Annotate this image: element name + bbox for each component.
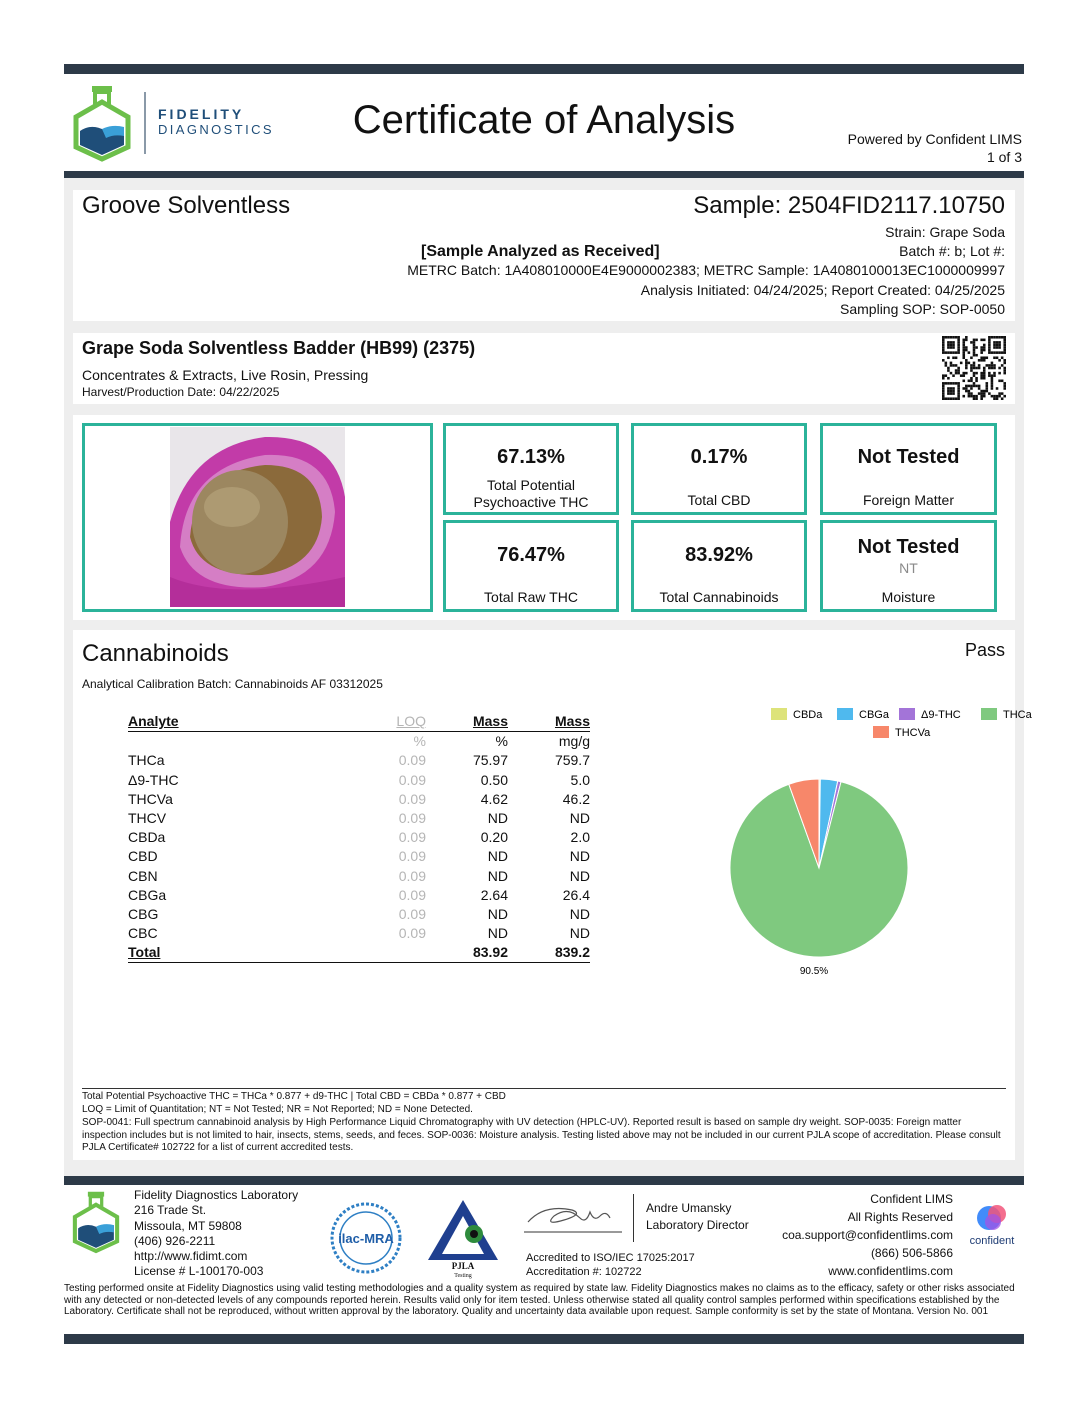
unit-mass-mg: mg/g xyxy=(558,733,590,750)
summary-value: Not Tested xyxy=(857,536,960,558)
summary-value: 0.17% xyxy=(690,446,748,468)
fidelity-logo xyxy=(70,84,134,160)
sampling-sop: Sampling SOP: SOP-0050 xyxy=(840,301,1005,317)
units-row xyxy=(128,732,590,752)
table-row xyxy=(128,924,590,943)
sample-photo xyxy=(170,427,345,607)
lab-phone: (406) 926-2211 xyxy=(134,1233,216,1248)
legend-swatch xyxy=(981,708,997,720)
cell-mass-pct: 75.97 xyxy=(472,752,508,769)
footer-logo xyxy=(70,1190,122,1252)
cell-mass-mg: 2.0 xyxy=(570,829,590,846)
analyzed-as: [Sample Analyzed as Received] xyxy=(421,243,660,260)
lab-street: 216 Trade St. xyxy=(134,1203,207,1218)
cell-total-mg: 839.2 xyxy=(554,944,590,961)
cell-analyte: CBDa xyxy=(128,829,166,846)
table-row xyxy=(128,828,590,847)
summary-label: Moisture xyxy=(881,589,936,605)
summary-label: Total Raw THC xyxy=(484,589,578,605)
cell-analyte: CBN xyxy=(128,867,158,884)
cell-loq: 0.09 xyxy=(398,752,426,769)
confident-logo xyxy=(962,1202,1022,1250)
summary-card-total-thc xyxy=(443,423,619,515)
cell-loq: 0.09 xyxy=(398,905,426,922)
powered-by: Powered by Confident LIMS xyxy=(847,131,1022,147)
cell-total-pct: 83.92 xyxy=(472,944,508,961)
cell-analyte: CBC xyxy=(128,925,158,942)
summary-value: Not Tested xyxy=(857,446,960,468)
notes-rule xyxy=(82,1088,1006,1089)
col-analyte: Analyte xyxy=(128,713,179,730)
cannabinoids-panel xyxy=(73,630,1032,1160)
unit-loq: % xyxy=(413,733,426,750)
legend-swatch xyxy=(771,708,787,720)
cell-analyte: THCV xyxy=(128,810,167,827)
cell-analyte: CBG xyxy=(128,905,159,922)
legend-swatch xyxy=(837,708,853,720)
confident-logo-icon xyxy=(975,1202,1009,1232)
accreditation-number: Accreditation #: 102722 xyxy=(526,1266,642,1278)
table-row xyxy=(128,905,590,924)
cell-loq: 0.09 xyxy=(398,771,426,788)
lab-address xyxy=(134,1188,298,1280)
pie-data-label: 90.5% xyxy=(799,966,829,977)
signer-title: Laboratory Director xyxy=(646,1218,749,1232)
col-mass-pct: Mass xyxy=(472,713,508,730)
signature xyxy=(524,1198,622,1234)
cell-analyte: CBD xyxy=(128,848,158,865)
summary-card-moisture xyxy=(820,520,997,612)
cell-mass-mg: ND xyxy=(569,848,590,865)
summary-value: 76.47% xyxy=(497,544,565,566)
unit-mass-pct: % xyxy=(495,733,508,750)
pass-status: Pass xyxy=(964,640,1005,660)
confident-email[interactable]: coa.support@confidentlims.com xyxy=(782,1228,953,1242)
summary-card-total-cannabinoids xyxy=(631,520,807,612)
logo-text-diagnostics: DIAGNOSTICS xyxy=(158,122,274,137)
table-row xyxy=(128,790,590,809)
signature-divider xyxy=(633,1194,634,1242)
summary-label: Total CBD xyxy=(687,492,751,508)
cell-analyte: Δ9-THC xyxy=(128,771,179,788)
confident-phone: (866) 506-5866 xyxy=(870,1246,953,1260)
cell-mass-pct: 4.62 xyxy=(480,790,508,807)
confident-logo-text: confident xyxy=(969,1235,1015,1247)
cell-loq: 0.09 xyxy=(398,790,426,807)
cell-mass-pct: 2.64 xyxy=(480,886,508,903)
legend-swatch xyxy=(873,726,889,738)
analysis-dates: Analysis Initiated: 04/24/2025; Report Created: 04/25/2025 xyxy=(640,282,1005,298)
harvest-date: Harvest/Production Date: 04/22/2025 xyxy=(82,385,280,399)
pjla-text: PJLA xyxy=(451,1261,475,1271)
ilac-text: ilac-MRA xyxy=(338,1231,394,1246)
batch-lot: Batch #: b; Lot #: xyxy=(899,243,1005,259)
cell-mass-mg: ND xyxy=(569,867,590,884)
product-name: Grape Soda Solventless Badder (HB99) (2375) xyxy=(82,338,476,358)
iso-accreditation: Accredited to ISO/IEC 17025:2017 xyxy=(526,1252,695,1264)
legend-label: CBDa xyxy=(793,709,823,721)
cell-mass-mg: 46.2 xyxy=(562,790,590,807)
col-mass-mg: Mass xyxy=(554,713,590,730)
cell-analyte: THCVa xyxy=(128,790,173,807)
flask-icon xyxy=(70,84,134,160)
summary-value: 83.92% xyxy=(685,544,753,566)
legend-swatch xyxy=(899,708,915,720)
legend-label: CBGa xyxy=(859,709,889,721)
summary-label: Total Cannabinoids xyxy=(659,589,779,605)
cell-loq: 0.09 xyxy=(398,925,426,942)
confident-website[interactable]: www.confidentlims.com xyxy=(828,1264,953,1278)
page-number: 1 of 3 xyxy=(986,149,1022,165)
sample-photo-frame xyxy=(82,423,433,612)
summary-sub: NT xyxy=(899,560,918,576)
lab-license: License # L-100170-003 xyxy=(134,1264,264,1279)
summary-label: Total Potential Psychoactive THC xyxy=(473,477,589,510)
lab-city: Missoula, MT 59808 xyxy=(134,1218,242,1233)
table-row xyxy=(128,847,590,866)
qr-code xyxy=(942,336,1006,400)
client-name: Groove Solventless xyxy=(82,192,291,219)
cell-loq: 0.09 xyxy=(398,829,426,846)
pjla-sub-text: Testing xyxy=(454,1273,472,1279)
legend-label: Δ9-THC xyxy=(921,709,961,721)
cell-mass-mg: 759.7 xyxy=(554,752,590,769)
table-row xyxy=(128,886,590,905)
cell-mass-pct: ND xyxy=(487,848,508,865)
legend-label: THCa xyxy=(1003,709,1032,721)
flask-icon xyxy=(70,1190,122,1252)
table-row xyxy=(128,771,590,790)
ilac-mra-logo xyxy=(328,1200,404,1276)
cell-mass-pct: ND xyxy=(487,905,508,922)
cannabinoid-table xyxy=(128,712,590,963)
table-row xyxy=(128,809,590,828)
table-header-row xyxy=(128,712,590,732)
summary-value: 67.13% xyxy=(497,446,565,468)
table-row xyxy=(128,751,590,770)
cell-total-label: Total xyxy=(128,944,161,961)
note-methods: SOP-0041: Full spectrum cannabinoid analysis by High Performance Liquid Chromatography with UV detection (HPLC-UV). Reported result is based on sample dry weight. SOP-0035: Foreign matter inspection includes but is not limited to hair, insects, stems, seeds, and feces. SOP-0036: Moisture analysis. Testing listed above may not be included in our current PJLA scope of accreditation. Please consult PJLA Certificate# 102722 for a list of current accredited tests. xyxy=(82,1117,1001,1153)
calibration-batch: Analytical Calibration Batch: Cannabinoids AF 03312025 xyxy=(82,677,383,691)
cell-mass-mg: 26.4 xyxy=(562,886,590,903)
cell-mass-pct: 0.20 xyxy=(480,829,508,846)
confident-rights: All Rights Reserved xyxy=(847,1210,953,1224)
confident-name: Confident LIMS xyxy=(870,1192,953,1206)
section-title: Cannabinoids xyxy=(82,640,229,667)
cell-mass-pct: ND xyxy=(487,867,508,884)
sample-info-panel xyxy=(73,190,1015,321)
cell-loq: 0.09 xyxy=(398,848,426,865)
disclaimer: Testing performed onsite at Fidelity Diagnostics using valid testing methodologies and a quality system as required by state law. Fidelity Diagnostics makes no claims as to the efficacy, safety or other risks associated with any detected or non-detected levels of any compounds reported herein. Results valid only for item tested. Unless otherwise stated all quality control samples performed within specifications established by the Laboratory. Certificate shall not be reproduced, without written approval by the laboratory. Quality and uncertainty data available upon request. Sample conformity is set by the state of Montana. Version No. 001 xyxy=(64,1283,1015,1318)
cell-mass-mg: ND xyxy=(569,905,590,922)
cell-loq: 0.09 xyxy=(398,810,426,827)
sample-id: Sample: 2504FID2117.10750 xyxy=(693,192,1005,219)
pjla-logo xyxy=(426,1198,500,1278)
product-category: Concentrates & Extracts, Live Rosin, Pressing xyxy=(82,367,369,383)
legend-label: THCVa xyxy=(895,727,931,739)
col-loq: LOQ xyxy=(396,713,426,730)
footer-bottom-bar xyxy=(64,1334,1024,1344)
lab-website[interactable]: http://www.fidimt.com xyxy=(134,1249,248,1264)
cell-mass-mg: ND xyxy=(569,810,590,827)
cell-mass-mg: 5.0 xyxy=(570,771,590,788)
cell-mass-pct: ND xyxy=(487,925,508,942)
cell-loq: 0.09 xyxy=(398,867,426,884)
table-row xyxy=(128,867,590,886)
signer-name: Andre Umansky xyxy=(646,1201,732,1215)
confident-info xyxy=(782,1190,953,1280)
product-panel xyxy=(73,333,1015,404)
metrc-info: METRC Batch: 1A408010000E4E9000002383; METRC Sample: 1A4080100013EC1000009997 xyxy=(407,262,1005,278)
note-formula: Total Potential Psychoactive THC = THCa * 0.877 + d9-THC | Total CBD = CBDa * 0.877 + CBD xyxy=(82,1091,506,1102)
page-title: Certificate of Analysis xyxy=(352,98,736,142)
cell-mass-pct: 0.50 xyxy=(480,771,508,788)
footer-top-bar xyxy=(64,1176,1024,1185)
cell-analyte: CBGa xyxy=(128,886,167,903)
cell-mass-pct: ND xyxy=(487,810,508,827)
total-row xyxy=(128,943,590,963)
cannabinoid-pie-chart xyxy=(663,700,1032,990)
summary-card-total-raw-thc xyxy=(443,520,619,612)
logo-text-fidelity: FIDELITY xyxy=(158,106,245,122)
logo-divider xyxy=(144,92,146,154)
header-bottom-bar xyxy=(64,171,1024,178)
cell-loq: 0.09 xyxy=(398,886,426,903)
strain: Strain: Grape Soda xyxy=(885,224,1005,240)
summary-card-foreign-matter xyxy=(820,423,997,515)
summary-card-total-cbd xyxy=(631,423,807,515)
top-bar xyxy=(64,64,1024,74)
lab-name: Fidelity Diagnostics Laboratory xyxy=(134,1188,299,1202)
cell-analyte: THCa xyxy=(128,752,165,769)
summary-label: Foreign Matter xyxy=(862,492,955,508)
cell-total-loq xyxy=(328,943,426,963)
note-abbrev: LOQ = Limit of Quantitation; NT = Not Tested; NR = Not Reported; ND = None Detected. xyxy=(82,1104,473,1115)
cell-mass-mg: ND xyxy=(569,925,590,942)
